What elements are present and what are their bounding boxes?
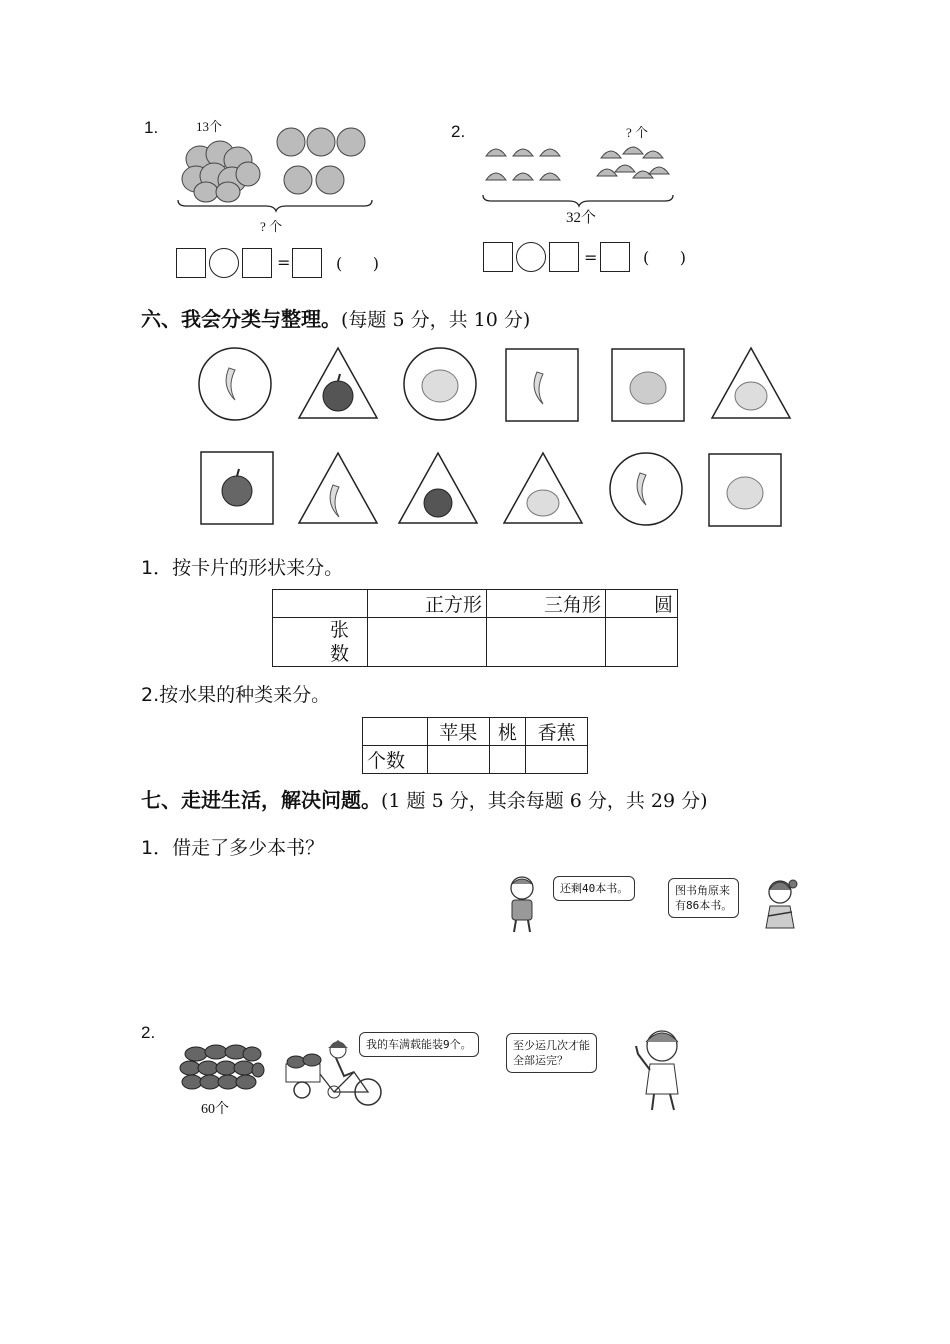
shape-table-row-label [273,618,368,667]
watermelon-cluster-illustration [178,124,378,204]
problem-2-bottom-label: 32个 [566,210,597,226]
problem-2-top-label: ? 个 [626,125,649,140]
card-circle-banana [197,346,273,422]
fruit-table-cell-banana[interactable] [526,746,588,774]
shape-table-row-label-1: 张 [329,619,349,641]
equals-sign-1: = [277,253,291,272]
card-circle-peach [402,346,478,422]
problem-1-number: 1. [144,118,159,137]
section-6-question-2: 2.按水果的种类来分。 [141,684,331,706]
shape-table-cell-circle[interactable] [606,618,678,667]
boy-bubble-2-line-2: 全部运完？ [513,1054,568,1067]
fruit-table-cell-peach[interactable] [489,746,526,774]
card-triangle-peach [710,346,792,420]
brace-1 [176,198,376,212]
section-6-score-note: (每题 5 分，共 10 分) [341,309,531,331]
equals-sign-2: = [584,248,598,267]
problem-1-bottom-label: ? 个 [260,219,283,234]
unit-paren-1[interactable]: ( ) [336,254,379,273]
card-triangle-peach-2 [502,451,584,525]
shape-count-table [272,589,678,667]
fruit-table-corner [363,718,428,746]
unit-paren-2[interactable]: ( ) [643,248,686,267]
section-7-title: 七、走进生活，解决问题。 [141,788,381,812]
shape-table-cell-triangle[interactable] [487,618,606,667]
shape-table-header-square: 正方形 [368,590,487,618]
section-7-score-note: (1 题 5 分，其余每题 6 分，共 29 分) [381,790,708,812]
section-7-question-1: 1．借走了多少本书？ [141,837,325,859]
problem-2-number: 2. [451,122,466,141]
shape-table-row-label-2: 数 [329,643,349,665]
shape-table-header-circle: 圆 [606,590,678,618]
card-square-peach-2 [708,453,782,527]
card-square-banana [505,348,579,422]
section-6-heading [141,303,530,332]
mushroom-cluster-illustration [483,142,683,192]
card-circle-banana-2 [608,451,684,527]
fruit-table-row-label: 个数 [363,746,428,774]
problem-1-top-label: 13个 [196,119,223,134]
girl-illustration [760,876,800,936]
bicycle-speech-bubble: 我的车满载能装9个。 [359,1032,479,1057]
boy-speech-bubble-1: 还剩40本书。 [553,876,635,901]
fruit-count-table [362,717,588,774]
answer-box-1a[interactable] [176,248,206,278]
card-square-apple [200,451,274,525]
operator-circle-1[interactable] [209,248,239,278]
answer-box-1b[interactable] [242,248,272,278]
fruit-table-header-banana: 香蕉 [526,718,588,746]
answer-box-2c[interactable] [600,242,630,272]
fruit-table-header-apple: 苹果 [428,718,490,746]
shape-table-corner [273,590,368,618]
girl-bubble-line-2: 有86本书。 [675,899,733,912]
operator-circle-2[interactable] [516,242,546,272]
card-triangle-apple [297,346,379,420]
answer-box-2b[interactable] [549,242,579,272]
section-6-title: 六、我会分类与整理。 [141,307,341,331]
card-triangle-apple-2 [397,451,479,525]
girl-bubble-line-1: 图书角原来 [675,884,730,897]
section-7-heading [141,784,708,813]
section-7-question-2-number: 2. [141,1023,156,1042]
section-6-question-1: 1．按卡片的形状来分。 [141,557,344,579]
girl-speech-bubble-1 [668,878,739,918]
boy-bubble-2-line-1: 至少运几次才能 [513,1039,590,1052]
card-square-peach [611,348,685,422]
boy-pointing-illustration [630,1024,690,1114]
watermelon-pile-label: 60个 [201,1102,229,1117]
shape-table-cell-square[interactable] [368,618,487,667]
brace-2 [481,193,681,207]
watermelon-pile-illustration [180,1042,264,1094]
fruit-table-cell-apple[interactable] [428,746,490,774]
fruit-table-header-peach: 桃 [489,718,526,746]
shape-table-header-triangle: 三角形 [487,590,606,618]
answer-box-1c[interactable] [292,248,322,278]
answer-box-2a[interactable] [483,242,513,272]
card-triangle-banana [297,451,379,525]
boy-illustration [504,874,544,934]
boy-speech-bubble-2 [506,1033,597,1073]
